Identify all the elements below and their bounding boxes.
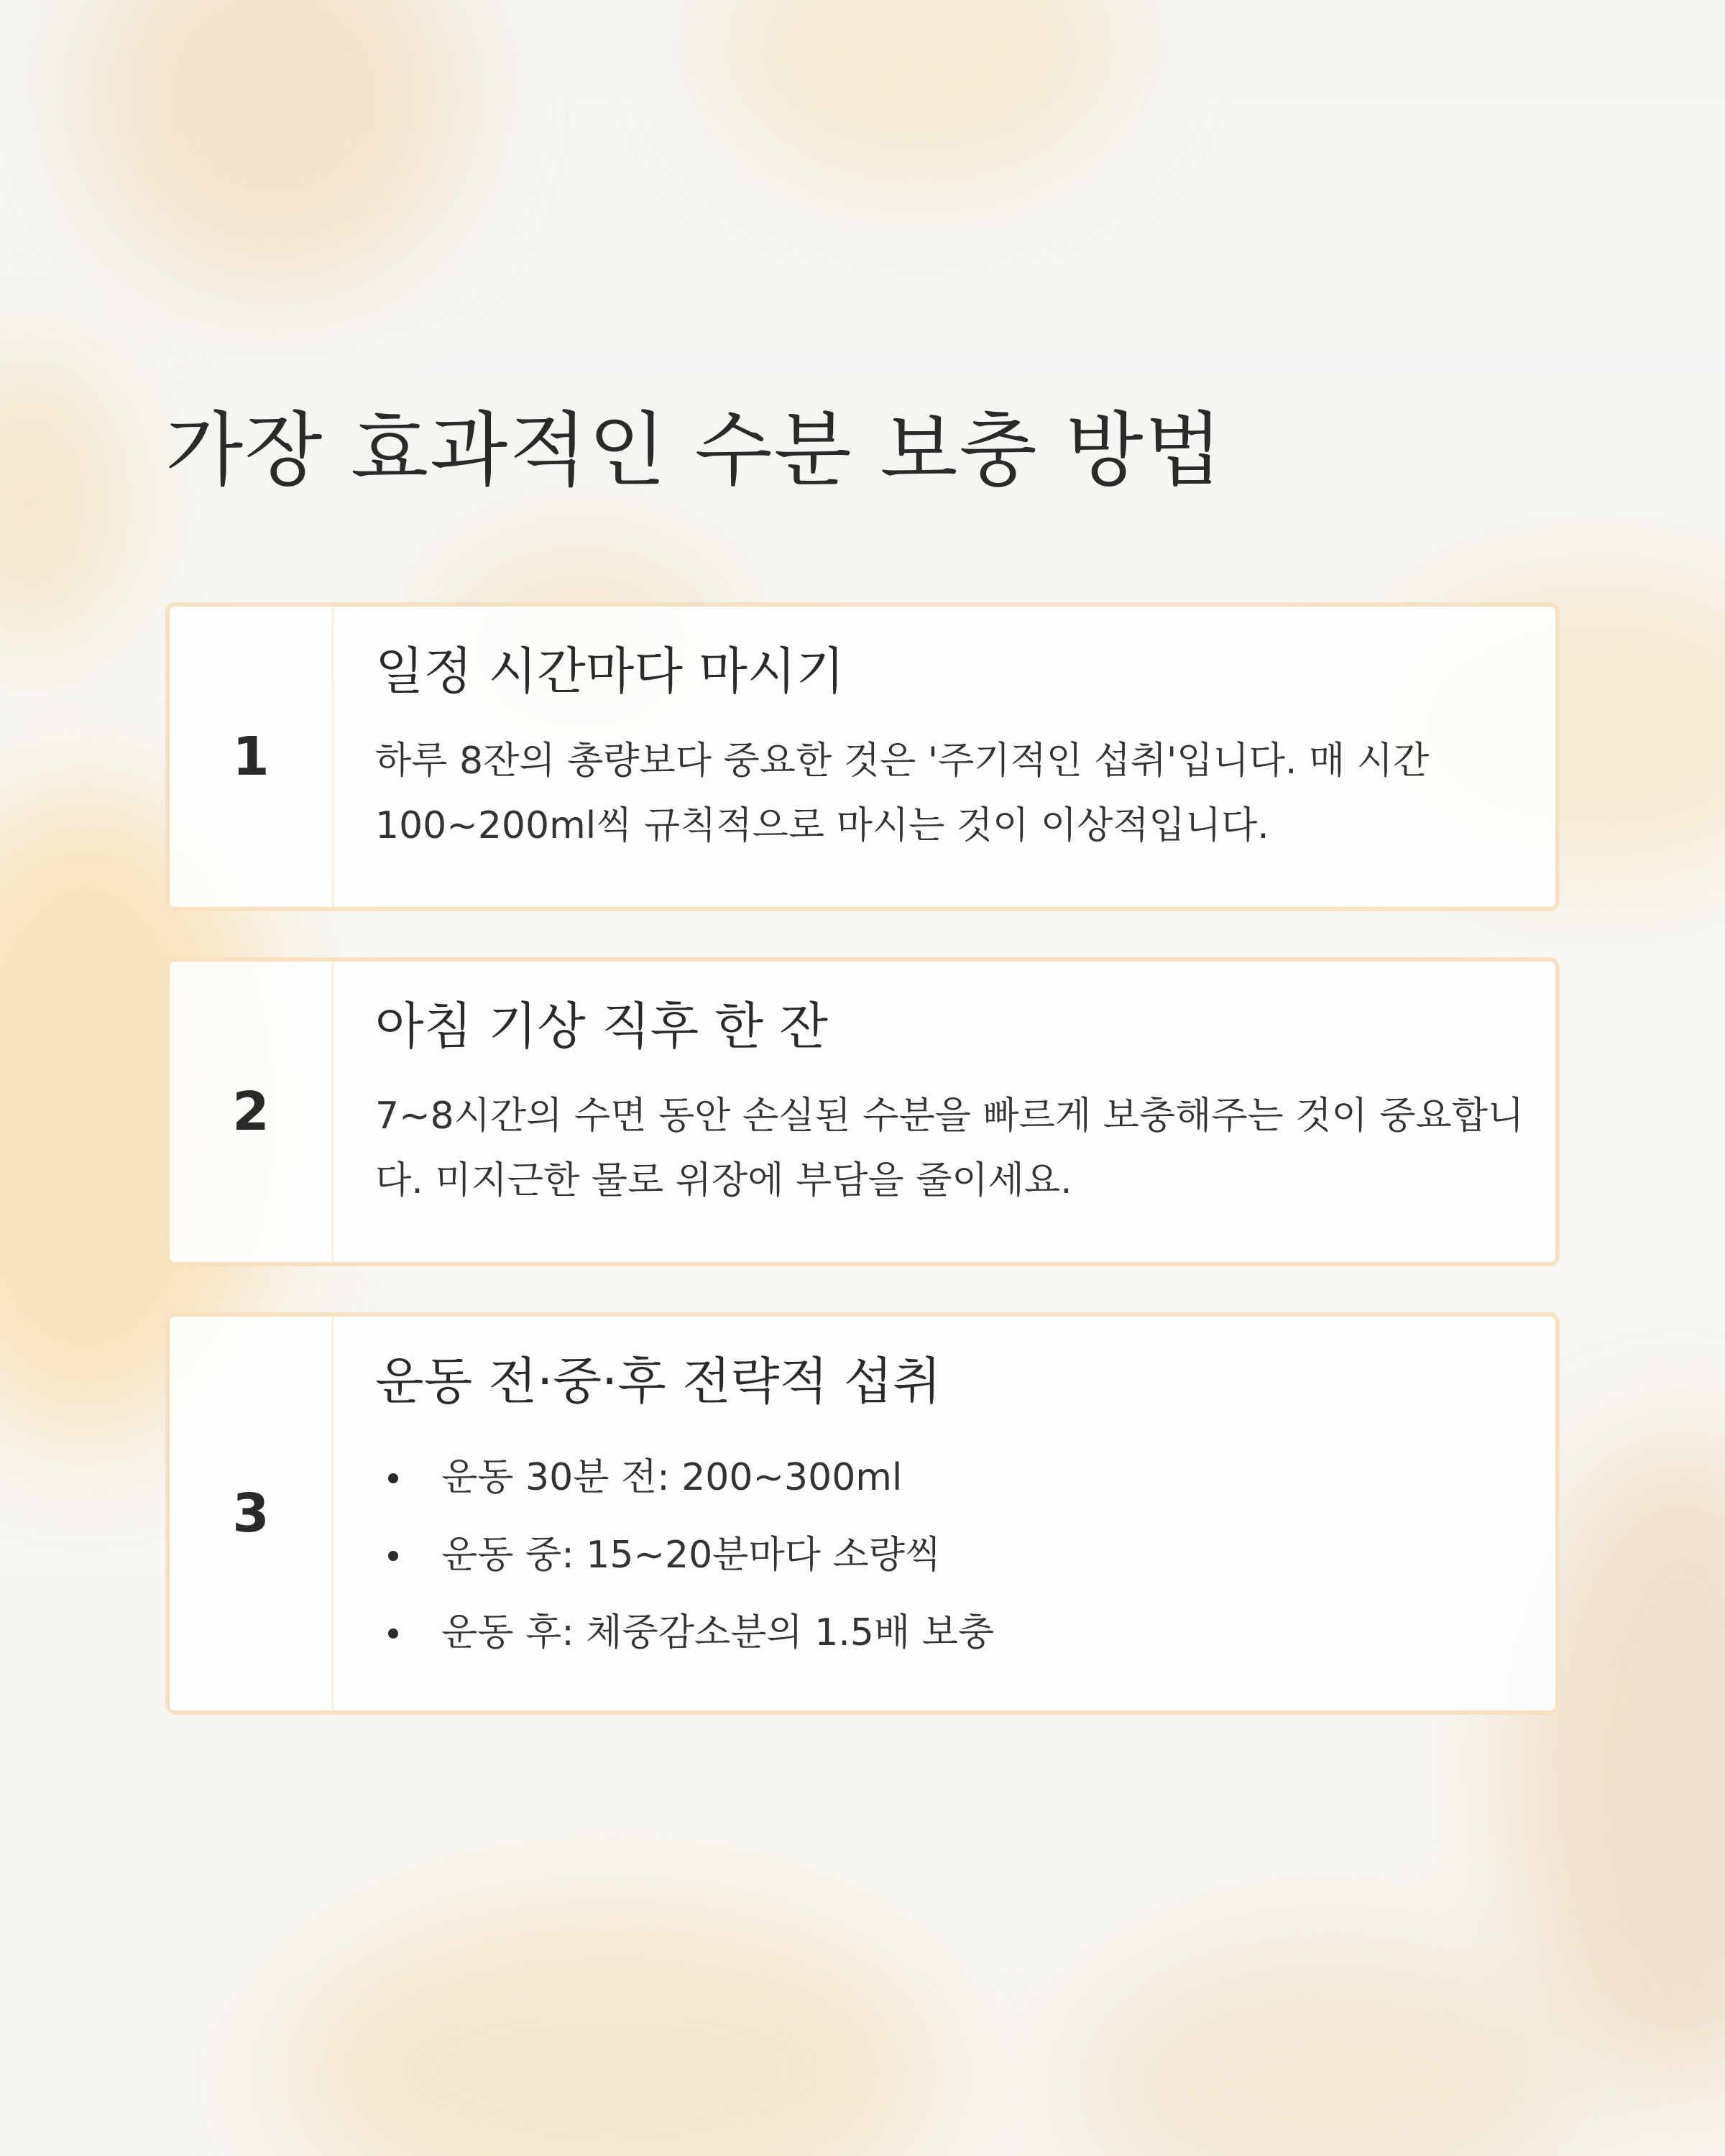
step-list: [165, 602, 1560, 1715]
step-body: [334, 1317, 1555, 1710]
list-item-text: 운동 후: 체중감소분의 1.5배 보충: [441, 1611, 995, 1655]
bullet-icon: [388, 1551, 398, 1561]
step-card-1: [165, 602, 1560, 911]
list-item-text: 운동 30분 전: 200~300ml: [441, 1456, 903, 1500]
step-title: 일정 시간마다 마시기: [375, 642, 845, 701]
bullet-icon: [388, 1473, 398, 1483]
content: [165, 402, 1560, 1761]
list-item: [375, 1516, 1527, 1594]
list-item: [375, 1594, 1527, 1672]
step-card-3: [165, 1312, 1560, 1715]
step-body: [334, 962, 1555, 1262]
list-item: [375, 1439, 1527, 1516]
step-title: 아침 기상 직후 한 잔: [375, 997, 828, 1056]
step-description: 7~8시간의 수면 동안 손실된 수분을 빠르게 보충해주는 것이 중요합니다. 미지근한 물로 위장에 부담을 줄이세요.: [375, 1095, 1524, 1203]
step-number: 3: [170, 1317, 334, 1710]
bullet-list: [375, 1439, 1527, 1672]
step-description: 하루 8잔의 총량보다 중요한 것은 '주기적인 섭취'입니다. 매 시간 100~200ml씩 규칙적으로 마시는 것이 이상적입니다.: [375, 740, 1430, 848]
step-title: 운동 전·중·후 전략적 섭취: [375, 1352, 942, 1411]
list-item-text: 운동 중: 15~20분마다 소량씩: [441, 1534, 942, 1577]
step-card-2: [165, 957, 1560, 1266]
step-number: 1: [170, 607, 334, 907]
page-title: 가장 효과적인 수분 보충 방법: [165, 404, 1224, 497]
bullet-icon: [388, 1628, 398, 1639]
step-body: [334, 607, 1555, 907]
step-number: 2: [170, 962, 334, 1262]
